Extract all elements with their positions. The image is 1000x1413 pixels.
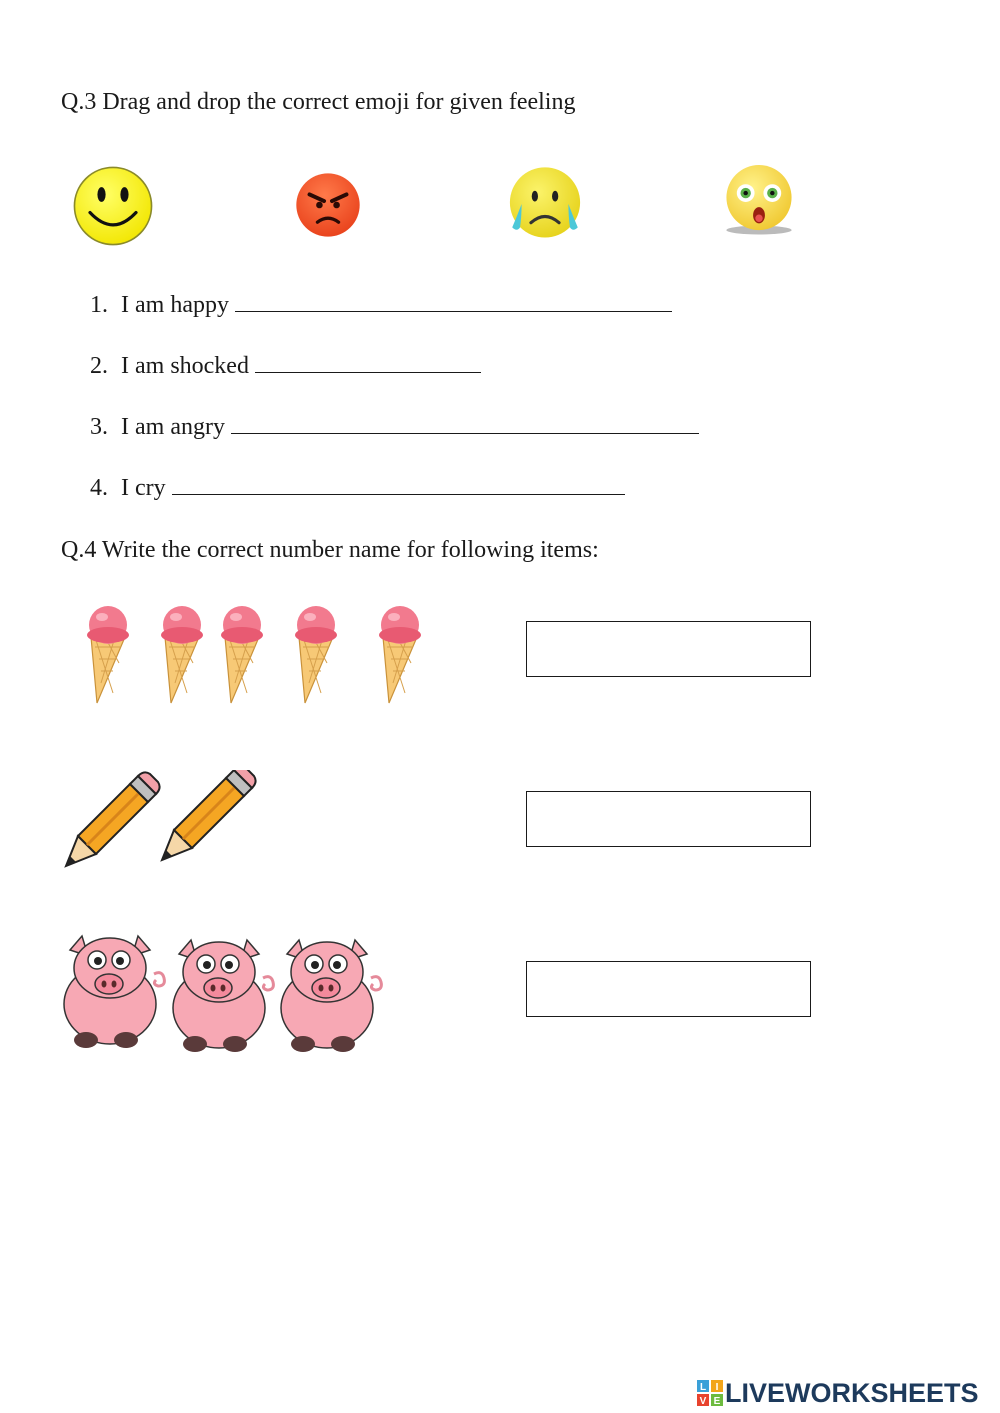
liveworksheets-logo-icon [697, 1380, 723, 1406]
item-number: 3. [90, 414, 108, 440]
svg-text:I: I [715, 1382, 719, 1393]
ice-cream-cone-icon [295, 606, 337, 703]
ice-cream-row [60, 603, 440, 707]
answer-drop-zone[interactable] [172, 474, 625, 495]
answer-drop-zone[interactable] [255, 352, 481, 373]
ice-cream-cone-icon [379, 606, 421, 703]
item-text: I cry [121, 475, 166, 501]
pencil-icon [162, 770, 256, 860]
item-number: 4. [90, 475, 108, 501]
answer-drop-zone[interactable] [231, 413, 699, 434]
q3-item-4 [90, 474, 625, 502]
item-text: I am happy [121, 292, 229, 318]
pig-icon [281, 940, 381, 1052]
item-text: I am angry [121, 414, 225, 440]
pig-icon [64, 936, 164, 1048]
answer-drop-zone[interactable] [235, 291, 672, 312]
q3-item-1 [90, 291, 672, 319]
q3-title: Q.3 Drag and drop the correct emoji for given feeling [61, 89, 576, 115]
q3-item-2 [90, 352, 481, 380]
item-number: 1. [90, 292, 108, 318]
pencil-icon [66, 772, 160, 866]
pencil-answer-box[interactable] [526, 791, 811, 847]
pig-row [60, 930, 390, 1055]
ice-cream-answer-box[interactable] [526, 621, 811, 677]
q3-item-3 [90, 413, 699, 441]
item-number: 2. [90, 353, 108, 379]
smiling-face-icon[interactable] [72, 165, 154, 247]
ice-cream-cone-icon [161, 606, 203, 703]
angry-face-icon[interactable] [295, 172, 361, 238]
ice-cream-cone-icon [87, 606, 129, 703]
pig-answer-box[interactable] [526, 961, 811, 1017]
svg-text:V: V [699, 1396, 707, 1406]
svg-text:L: L [699, 1382, 707, 1393]
pig-icon [173, 940, 273, 1052]
liveworksheets-logo [697, 1378, 979, 1408]
svg-text:E: E [713, 1396, 721, 1406]
brand-name: LIVEWORKSHEETS [725, 1377, 979, 1408]
ice-cream-cone-icon [221, 606, 263, 703]
q4-title: Q.4 Write the correct number name for following items: [61, 537, 599, 563]
crying-face-icon[interactable] [505, 165, 585, 243]
shocked-face-icon[interactable] [722, 162, 796, 236]
pencil-row [60, 770, 260, 870]
item-text: I am shocked [121, 353, 249, 379]
